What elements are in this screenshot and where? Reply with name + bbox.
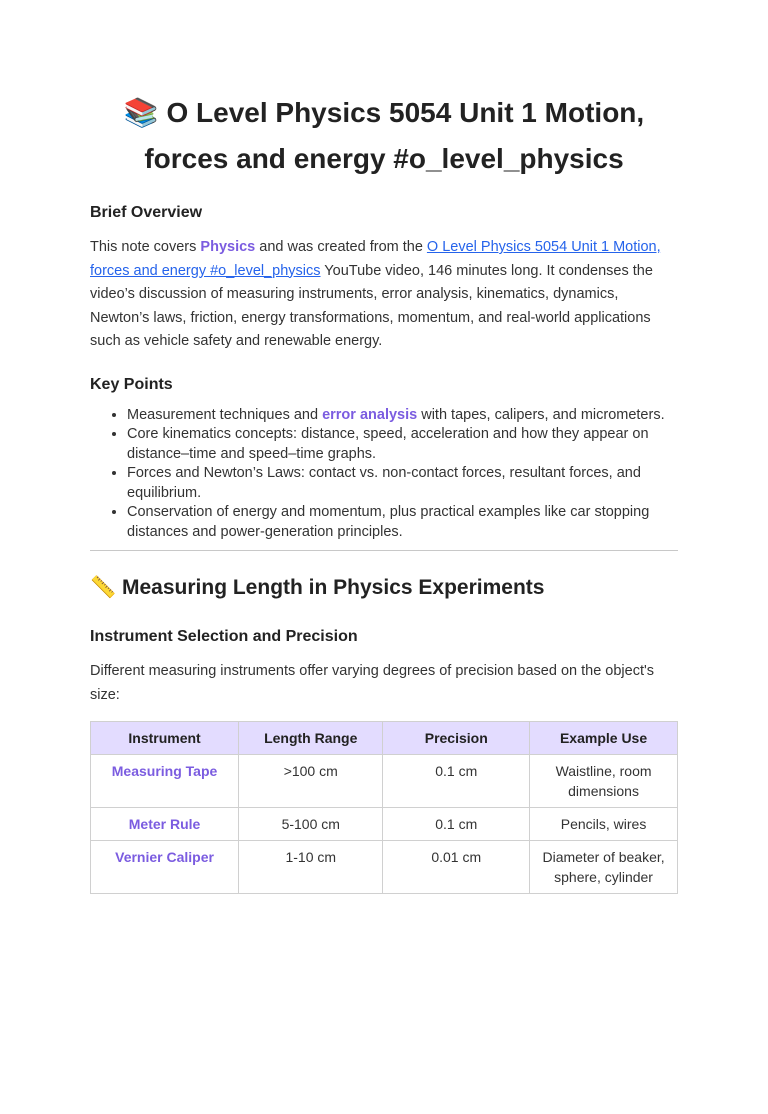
overview-text-3: YouTube video, 146 minutes long. It condenses the video’s discussion of measuring instruments, error analysis, kinematics, dynamics, Newton’s laws, friction, energy transformations, momentum, and real-world applications such as vehicle safety and renewable energy.	[90, 262, 653, 349]
table-row	[91, 841, 678, 894]
instrument-section	[90, 628, 678, 894]
table-header: Instrument	[91, 722, 239, 755]
subject-highlight: Physics	[200, 239, 256, 255]
instrument-intro: Different measuring instruments offer varying degrees of precision based on the object's size:	[90, 663, 655, 703]
table-header-row	[91, 722, 678, 755]
table-cell-instrument: Measuring Tape	[91, 755, 239, 808]
page-title	[90, 90, 678, 182]
note-page	[0, 90, 768, 894]
table-cell: Waistline, room dimensions	[530, 755, 678, 808]
table-cell: >100 cm	[239, 755, 383, 808]
list-item	[127, 406, 678, 426]
list-item	[127, 503, 678, 542]
table-row	[91, 755, 678, 808]
table-header: Example Use	[530, 722, 678, 755]
table-header: Length Range	[239, 722, 383, 755]
table-cell-instrument: Vernier Caliper	[91, 841, 239, 894]
key-points-list	[90, 406, 678, 543]
page-title-text: O Level Physics 5054 Unit 1 Motion, forces and energy #o_level_physics	[144, 97, 645, 174]
overview-heading: Brief Overview	[90, 204, 203, 221]
source-video-link[interactable]: O Level Physics 5054 Unit 1 Motion, forces and energy #o_level_physics	[90, 239, 661, 279]
instrument-table	[90, 721, 678, 894]
list-item-text: Measurement techniques and	[127, 406, 323, 423]
table-cell: 0.1 cm	[383, 755, 530, 808]
table-cell: Pencils, wires	[530, 808, 678, 841]
table-header: Precision	[383, 722, 530, 755]
overview-text-1: This note covers	[90, 239, 201, 255]
table-row	[91, 808, 678, 841]
table-cell: 1-10 cm	[239, 841, 383, 894]
list-item-text: Core kinematics concepts: distance, speed, acceleration and how they appear on distance–time and speed–time graphs.	[127, 426, 649, 462]
table-cell: 5-100 cm	[239, 808, 383, 841]
table-cell: Diameter of beaker, sphere, cylinder	[530, 841, 678, 894]
overview-text	[90, 236, 678, 354]
error-analysis-highlight: error analysis	[322, 406, 418, 423]
list-item-text: with tapes, calipers, and micrometers.	[417, 406, 665, 423]
brief-overview-section	[90, 204, 678, 354]
overview-text-2: and was created from the	[255, 239, 427, 255]
table-cell: 0.01 cm	[383, 841, 530, 894]
key-points-section	[90, 376, 678, 543]
instrument-subheading: Instrument Selection and Precision	[90, 628, 358, 645]
list-item	[127, 425, 678, 464]
ruler-icon: 📏	[90, 575, 117, 599]
section-title-text: Measuring Length in Physics Experiments	[122, 576, 545, 599]
key-points-heading: Key Points	[90, 375, 173, 393]
table-cell-instrument: Meter Rule	[91, 808, 239, 841]
list-item	[127, 464, 678, 503]
list-item-text: Conservation of energy and momentum, plus practical examples like car stopping distances and power-generation principles.	[127, 504, 650, 540]
section-divider	[90, 550, 678, 551]
list-item-text: Forces and Newton’s Laws: contact vs. non-contact forces, resultant forces, and equilibrium.	[127, 465, 641, 501]
section-title	[90, 575, 678, 600]
table-cell: 0.1 cm	[383, 808, 530, 841]
books-icon: 📚	[123, 96, 159, 129]
